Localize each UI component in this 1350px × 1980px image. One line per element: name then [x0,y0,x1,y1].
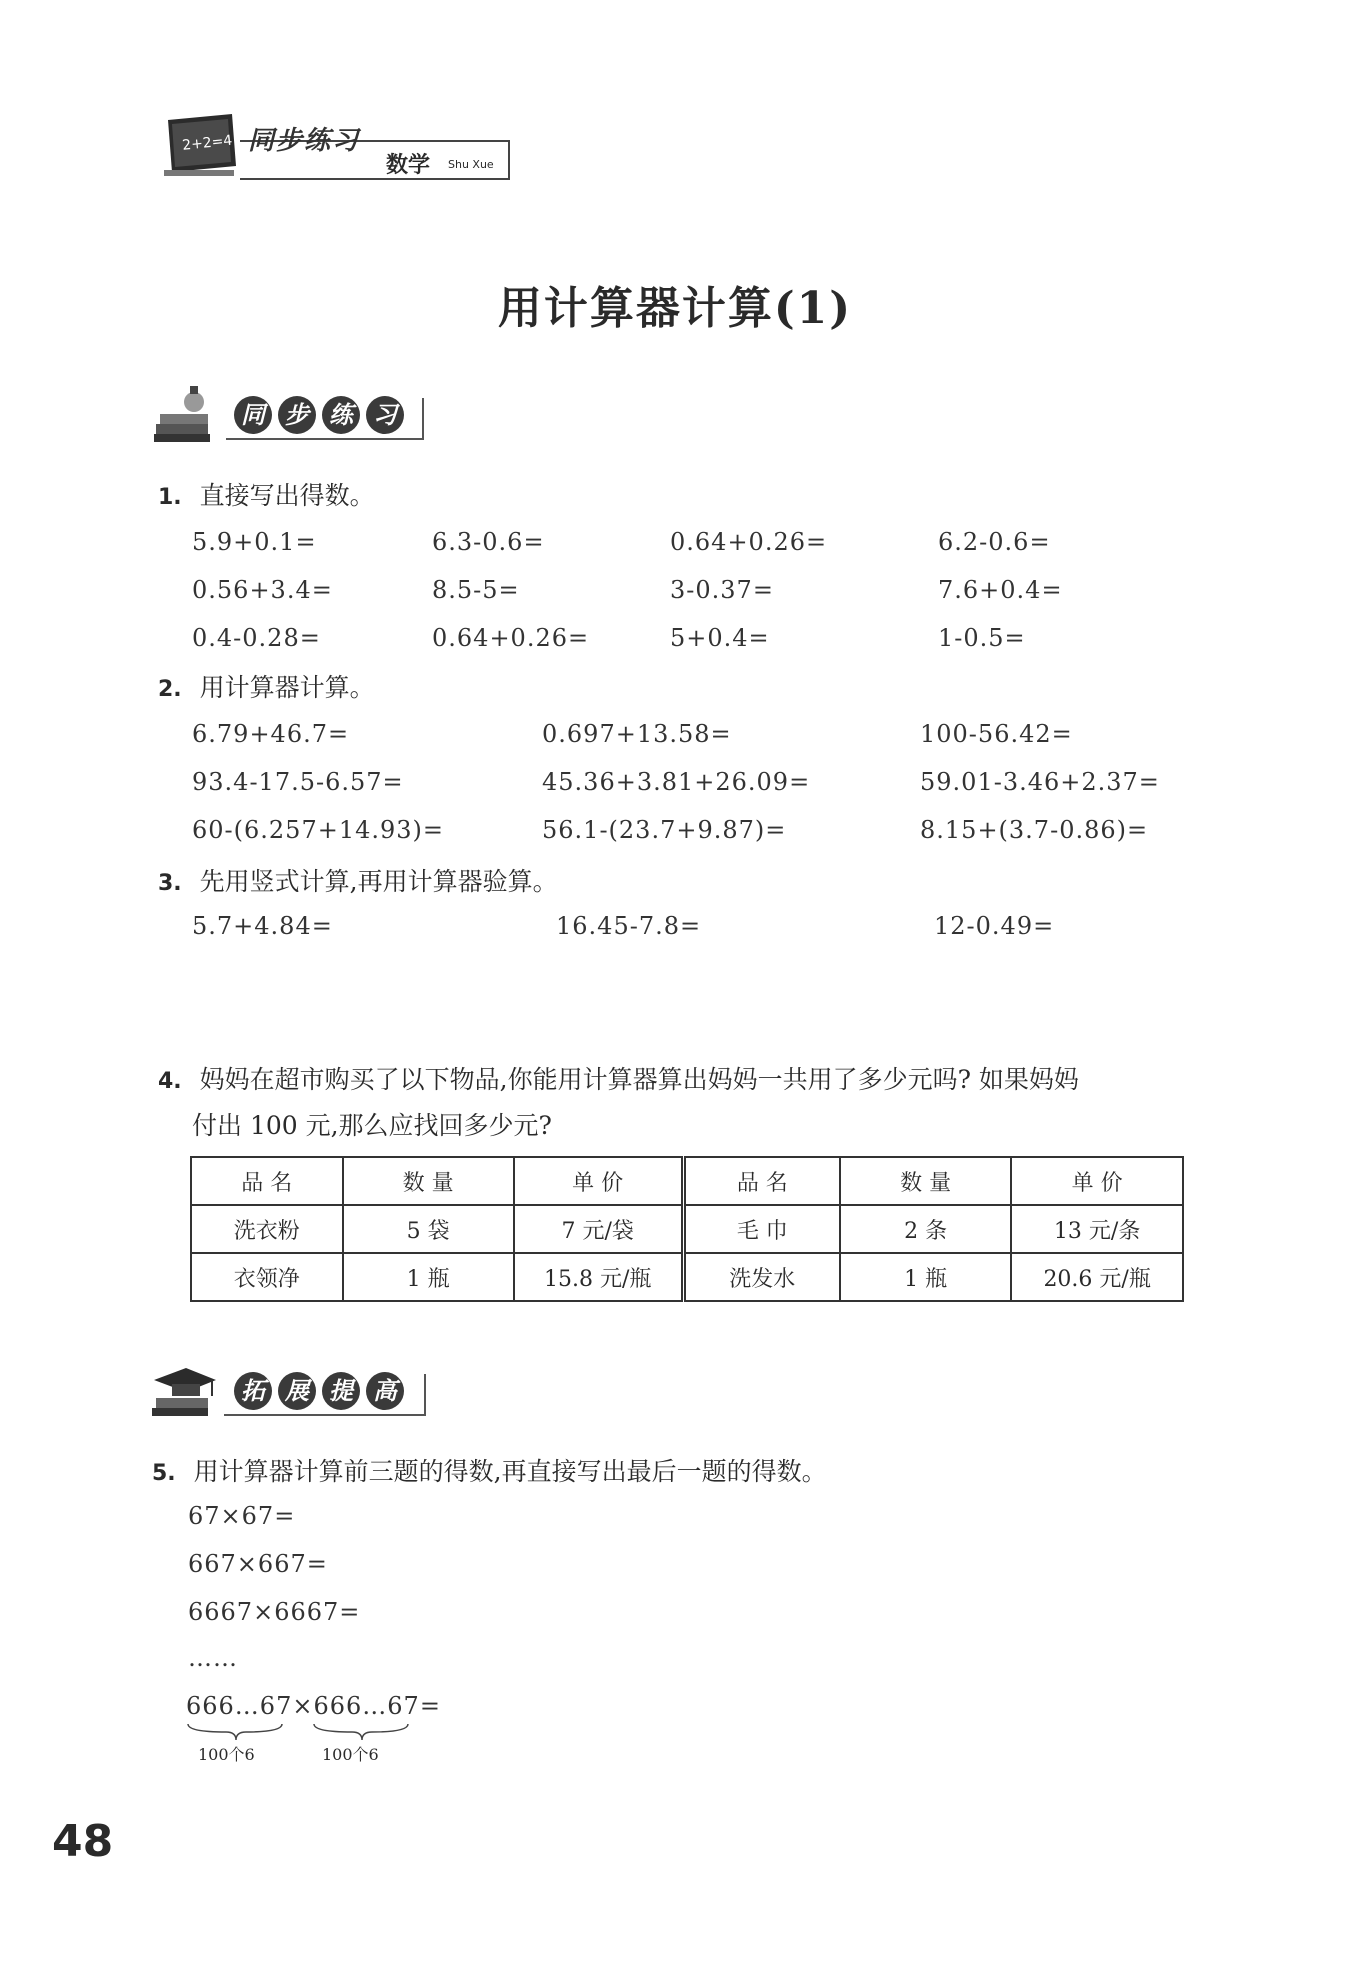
exercise: 0.64+0.26= [670,528,828,556]
question-number: 3. [158,871,182,896]
exercise: 667×667= [188,1550,328,1578]
exercise: 8.15+(3.7-0.86)= [920,816,1149,844]
table-header-row [191,1157,1183,1205]
exercise: 100-56.42= [920,720,1073,748]
underbrace-icon [186,1722,526,1742]
table-cell: 1 瓶 [343,1253,514,1301]
table-cell: 1 瓶 [840,1253,1011,1301]
exercise: 5.7+4.84= [192,912,333,940]
table-cell: 洗发水 [683,1253,840,1301]
question-text: 用计算器计算。 [199,673,375,702]
exercise: 3-0.37= [670,576,774,604]
extension-badge-char: 提 [322,1372,360,1410]
table-cell: 毛 巾 [683,1205,840,1253]
graduation-cap-icon [148,1354,218,1424]
exercise: 5.9+0.1= [192,528,317,556]
header-pinyin: Shu Xue [448,158,494,171]
practice-badge-char: 习 [366,396,404,434]
table-header: 单 价 [1011,1157,1183,1205]
question-4 [158,1060,1079,1096]
exercise: 0.4-0.28= [192,624,321,652]
exercise: 8.5-5= [432,576,520,604]
table-header: 品 名 [683,1157,840,1205]
table-header: 数 量 [840,1157,1011,1205]
table-cell: 洗衣粉 [191,1205,343,1253]
times-sign: × [292,1692,314,1720]
table-cell: 20.6 元/瓶 [1011,1253,1183,1301]
repeated-number-right: 666…67= [313,1692,441,1720]
chalkboard-logo-icon [160,112,240,182]
table-cell: 7 元/袋 [514,1205,683,1253]
exercise: 93.4-17.5-6.57= [192,768,404,796]
exercise: 6.3-0.6= [432,528,545,556]
question-3 [158,862,558,898]
table-cell: 5 袋 [343,1205,514,1253]
goods-table [190,1156,1184,1302]
extension-badge-char: 展 [278,1372,316,1410]
practice-badge-char: 练 [322,396,360,434]
exercise: 12-0.49= [934,912,1055,940]
table-row [191,1205,1183,1253]
exercise: 0.64+0.26= [432,624,590,652]
table-header: 单 价 [514,1157,683,1205]
exercise: 60-(6.257+14.93)= [192,816,445,844]
exercise: 59.01-3.46+2.37= [920,768,1160,796]
exercise: 1-0.5= [938,624,1026,652]
table-cell: 13 元/条 [1011,1205,1183,1253]
question-2 [158,668,375,704]
question-text-continued: 付出 100 元,那么应找回多少元? [192,1111,552,1140]
extension-badge-char: 高 [366,1372,404,1410]
table-header: 品 名 [191,1157,343,1205]
exercise-last [186,1692,441,1720]
header-tag: 同步练习 [248,126,361,156]
question-text: 先用竖式计算,再用计算器验算。 [199,867,558,896]
practice-badge-char: 步 [278,396,316,434]
question-1 [158,476,375,512]
repeated-number-left: 666…67 [186,1692,293,1720]
exercise: 16.45-7.8= [556,912,702,940]
exercise: 6.2-0.6= [938,528,1051,556]
table-cell: 衣领净 [191,1253,343,1301]
exercise: 6.79+46.7= [192,720,350,748]
exercise: 7.6+0.4= [938,576,1063,604]
extension-badge-char: 拓 [234,1372,272,1410]
books-lamp-icon [150,380,220,450]
practice-badge [234,396,410,434]
table-row [191,1253,1183,1301]
ellipsis: …… [188,1644,238,1672]
table-cell: 2 条 [840,1205,1011,1253]
page-title: 用计算器计算(1) [497,283,853,334]
question-text: 妈妈在超市购买了以下物品,你能用计算器算出妈妈一共用了多少元吗? 如果妈妈 [199,1065,1079,1094]
question-number: 2. [158,677,182,702]
exercise: 45.36+3.81+26.09= [542,768,811,796]
exercise: 0.697+13.58= [542,720,732,748]
exercise: 0.56+3.4= [192,576,333,604]
table-cell: 15.8 元/瓶 [514,1253,683,1301]
question-number: 4. [158,1069,182,1094]
practice-badge-char: 同 [234,396,272,434]
table-header: 数 量 [343,1157,514,1205]
page-number: 48 [52,1816,114,1867]
question-number: 1. [158,485,182,510]
question-5 [152,1452,827,1488]
svg-text:2+2=4: 2+2=4 [181,132,234,154]
brace-label: 100个6 [198,1745,255,1764]
question-number: 5. [152,1461,176,1486]
header-subject: 数学 [386,153,431,178]
brace-label: 100个6 [322,1745,379,1764]
exercise: 6667×6667= [188,1598,361,1626]
question-text: 直接写出得数。 [199,481,375,510]
question-text: 用计算器计算前三题的得数,再直接写出最后一题的得数。 [193,1457,827,1486]
exercise: 67×67= [188,1502,296,1530]
exercise: 56.1-(23.7+9.87)= [542,816,787,844]
exercise: 5+0.4= [670,624,770,652]
extension-badge [234,1372,410,1410]
